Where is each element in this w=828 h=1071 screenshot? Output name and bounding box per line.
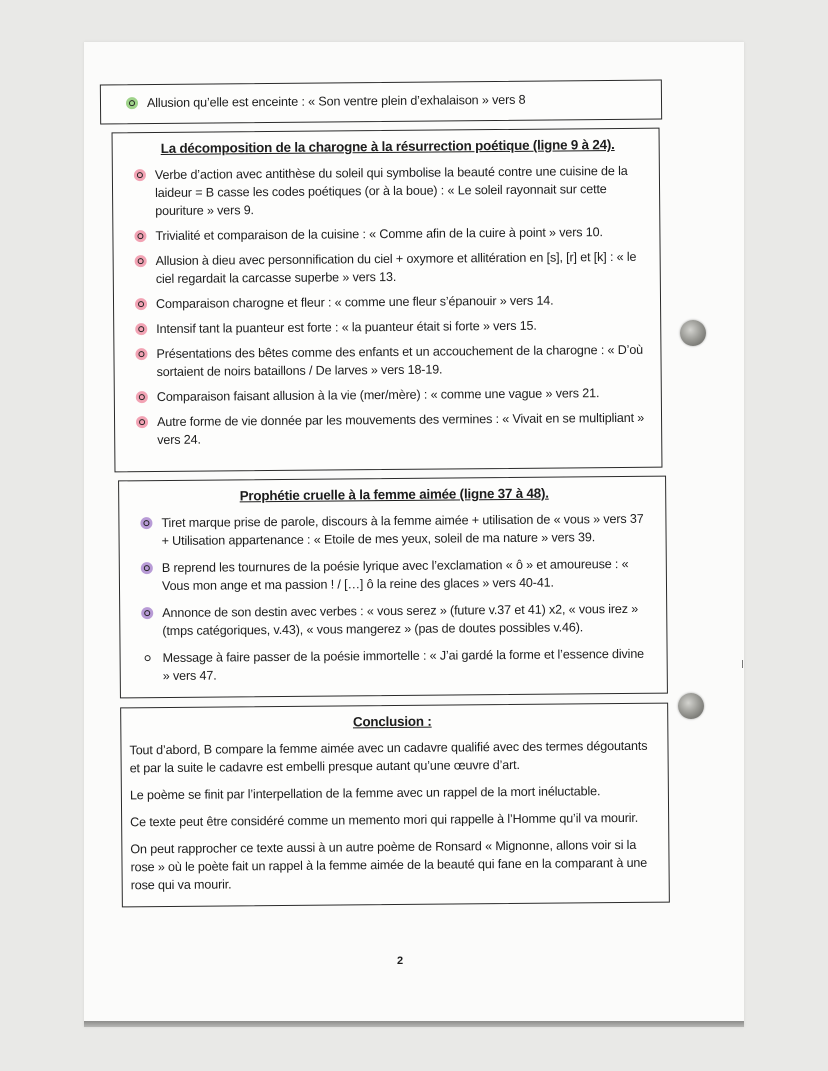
conclusion-paragraph: Tout d’abord, B compare la femme aimée avec un cadavre qualifié avec des termes dégoutants et par la suite le cadavre est embelli presque autant qu’une œuvre d’art. — [129, 738, 648, 776]
bullet-icon — [135, 255, 147, 267]
item-text: B reprend les tournures de la poésie lyrique avec l’exclamation « ô » et amoureuse : « Vous mon ange et ma passion ! / […] ô la reine des glaces » vers 40-41. — [161, 556, 629, 594]
section2-list — [137, 510, 652, 685]
item-text: Message à faire passer de la poésie immortelle : « J’ai gardé la forme et l’essence divine » vers 47. — [162, 646, 645, 684]
list-item — [137, 510, 651, 550]
list-item — [123, 90, 651, 113]
list-item — [138, 555, 652, 595]
bullet-icon — [126, 97, 138, 109]
bullet-icon — [134, 230, 146, 242]
punch-hole-top — [680, 320, 706, 346]
list-item — [133, 409, 647, 449]
list-item — [131, 162, 645, 220]
bullet-icon — [142, 652, 154, 664]
sheet-bottom-edge — [84, 1021, 744, 1027]
bullet-icon — [135, 323, 147, 335]
list-item — [132, 291, 646, 313]
item-text: Autre forme de vie donnée par les mouvements des vermines : « Vivait en se multipliant » vers 24. — [156, 410, 645, 448]
bullet-icon — [136, 391, 148, 403]
edge-mark — [742, 660, 743, 668]
section-decomposition — [112, 128, 663, 473]
bullet-icon — [140, 517, 152, 529]
section-title: La décomposition de la charogne à la résurrection poétique (ligne 9 à 24). — [160, 137, 615, 156]
item-text: Comparaison charogne et fleur : « comme une fleur s’épanouir » vers 14. — [155, 293, 554, 312]
list-item — [132, 248, 646, 288]
item-text: Comparaison faisant allusion à la vie (mer/mère) : « comme une vague » vers 21. — [156, 386, 600, 405]
item-text: Présentations des bêtes comme des enfants et un accouchement de la charogne : « D’où sortaient de noirs bataillons / De larves » vers 18-19. — [156, 342, 644, 380]
list-item — [133, 384, 647, 406]
item-text: Trivialité et comparaison de la cuisine : « Comme afin de la cuire à point » vers 10. — [155, 225, 603, 244]
conclusion-title: Conclusion : — [352, 713, 432, 730]
allusion-text: Allusion qu’elle est enceinte : « Son ventre plein d’exhalaison » vers 8 — [146, 92, 526, 111]
item-text: Annonce de son destin avec verbes : « vous serez » (future v.37 et 41) x2, « vous irez » (tmps catégoriques, v.43), « vous mangerez » (pas de doutes possibles v.46). — [162, 601, 639, 639]
item-text: Intensif tant la puanteur est forte : « la puanteur était si forte » vers 15. — [156, 318, 537, 337]
bullet-icon — [141, 562, 153, 574]
conclusion-paragraph: On peut rapprocher ce texte aussi à un autre poème de Ronsard « Mignonne, allons voir si la rose » où le poète fait un rappel à la femme aimée de la beauté qui fane en la comparant à une rose qui va mourir. — [130, 837, 648, 893]
conclusion-box — [120, 703, 670, 908]
bullet-icon — [141, 607, 153, 619]
item-text: Allusion à dieu avec personnification du ciel + oxymore et allitération en [s], [r] et [k] : « le ciel regardait la carcasse superbe » vers 13. — [155, 249, 637, 287]
bullet-icon — [135, 298, 147, 310]
list-item — [132, 341, 646, 381]
section1-list — [131, 162, 647, 449]
conclusion-paragraph: Le poème se finit par l’interpellation de la femme avec un rappel de la mort inéluctable. — [129, 784, 601, 803]
section-prophetie — [118, 476, 668, 699]
section-title: Prophétie cruelle à la femme aimée (ligne 37 à 48). — [239, 485, 549, 504]
page-number: 2 — [397, 955, 404, 967]
list-item — [138, 600, 652, 640]
list-item — [139, 645, 653, 685]
list-item — [131, 223, 645, 245]
punch-hole-bottom — [678, 693, 704, 719]
allusion-box — [100, 80, 662, 125]
conclusion-paragraph: Ce texte peut être considéré comme un memento mori qui rappelle à l’Homme qu’il va mourir. — [130, 810, 639, 830]
bullet-icon — [134, 169, 146, 181]
bullet-icon — [136, 416, 148, 428]
item-text: Tiret marque prise de parole, discours à la femme aimée + utilisation de « vous » vers 37 + Utilisation appartenance : « Etoile de mes yeux, soleil de ma nature » vers 39. — [161, 511, 644, 549]
item-text: Verbe d’action avec antithèse du soleil qui symbolise la beauté contre une cuisine de la laideur = B casse les codes poétiques (or à la boue) : « Le soleil rayonnait sur cette pouriture » vers 9. — [154, 163, 628, 219]
list-item — [132, 316, 646, 338]
bullet-icon — [135, 348, 147, 360]
